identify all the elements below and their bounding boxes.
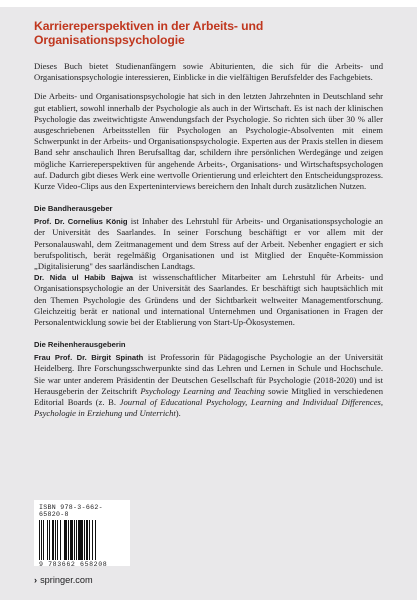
editor-text-1: ist Inhaber des Lehrstuhl für Arbeits- und Organisationspsychologie an der Universität des Saarlandes. In seiner Forschung beschäftigt er vor allem mit der Personalauswahl, dem Zeitmanagement und dem Stress auf der Arbeit. Nebenher engagiert er sich berufspolitisch, berät regelmäßig Organisationen und ist Mitglied der Enquête-Kommission „Digitalisierung" des saarländischen Landtags. <box>34 216 383 272</box>
series-editor-text-3: ). <box>175 408 181 419</box>
intro-paragraph-1: Dieses Buch bietet Studienanfängern sowie Abiturienten, die sich für die Arbeits- und Organisationspsychologie interessieren, Einblicke in die vielfältigen Berufsfelder des Fachgebiets. <box>34 61 383 83</box>
series-editor-bio <box>34 352 383 419</box>
journal-title-1: Psychology Learning and Teaching <box>140 385 265 396</box>
series-editor-name: Frau Prof. Dr. Birgit Spinath <box>34 353 144 363</box>
editor-text-2: ist wissenschaftlicher Mitarbeiter am Lehrstuhl für Arbeits- und Organisationspsychologie an der Universität des Saarlandes. Er beschäftigt sich hauptsächlich mit den Themen Psychologie des Gründens und der Sichtbarkeit weltweiter Managementforschung. Gleichzeitig berät er national und international Unternehmen und Organisationen in Fragen der Personalentwicklung sowie bei der Etablierung von Start-Up-Ökosystemen. <box>34 272 383 328</box>
book-title: Karriereperspektiven in der Arbeits- und Organisationspsychologie <box>34 19 264 47</box>
isbn-label: ISBN 978-3-662-65820-8 <box>39 504 103 518</box>
ean-number: 9 783662 658208 <box>39 561 108 568</box>
series-editor-text-1: ist Professorin für Pädagogische Psychologie an der Universität Heidelberg. Ihre Forschungsschwerpunkte sind das Lehren und Lernen in Schule und Hochschule. Sie war unter anderem Präsidentin der Deutschen Gesellschaft für Psychologie (2018-2020) und ist Herausgeberin der Zeitschrift <box>34 352 383 396</box>
editor-name-1: Prof. Dr. Cornelius König <box>34 217 128 227</box>
barcode <box>34 500 130 566</box>
series-editor-text-2: sowie Mitglied in verschiedenen Editorial Boards (z. B. <box>34 385 384 408</box>
arrow-icon: › <box>34 575 38 585</box>
publisher-url: springer.com <box>40 575 93 585</box>
editor-bio-2 <box>34 272 383 328</box>
barcode-bar <box>96 520 97 560</box>
journal-titles-2: Journal of Educational Psychology, Learning and Individual Differences, Psychologie in Erziehung und Unterricht <box>34 397 384 419</box>
barcode-bars <box>39 520 125 560</box>
editors-heading: Die Bandherausgeber <box>34 204 113 214</box>
series-editor-heading: Die Reihenherausgeberin <box>34 340 126 350</box>
editor-name-2: Dr. Nida ul Habib Bajwa <box>34 273 134 283</box>
intro-paragraph-2: Die Arbeits- und Organisationspsychologie hat sich in den letzten Jahrzehnten in Deutschland sehr gut etabliert, sowohl innerhalb der Psychologie als auch in der Wirtschaft. Es ist nach der klinischen Psychologie das zweitwichtigste Anwendungsfach der Psychologie. So richten sich über 30 % aller ausgeschriebenen Arbeitsstellen für Psychologen an Psychologie-Absolventen mit einem Schwerpunkt in der Arbeits- und Organisationspsychologie. Experten aus der Praxis stellen in diesem Band sehr anschaulich Ihren Berufsalltag dar, schildern ihre persönlichen Werdegänge und zeigen mögliche Karriereperspektiven für angehende Arbeits-, Organisations- und Wirtschaftspsychologen auf. Dadurch gibt dieses Werk eine wertvolle Orientierung und erleichtert den Entscheidungsprozess. Kurze Video-Clips aus den Experteninterviews bereichern den Inhalt durch zusätzlichen Nutzen. <box>34 91 384 192</box>
publisher-link[interactable] <box>34 575 93 585</box>
editor-bio-1 <box>34 216 383 272</box>
